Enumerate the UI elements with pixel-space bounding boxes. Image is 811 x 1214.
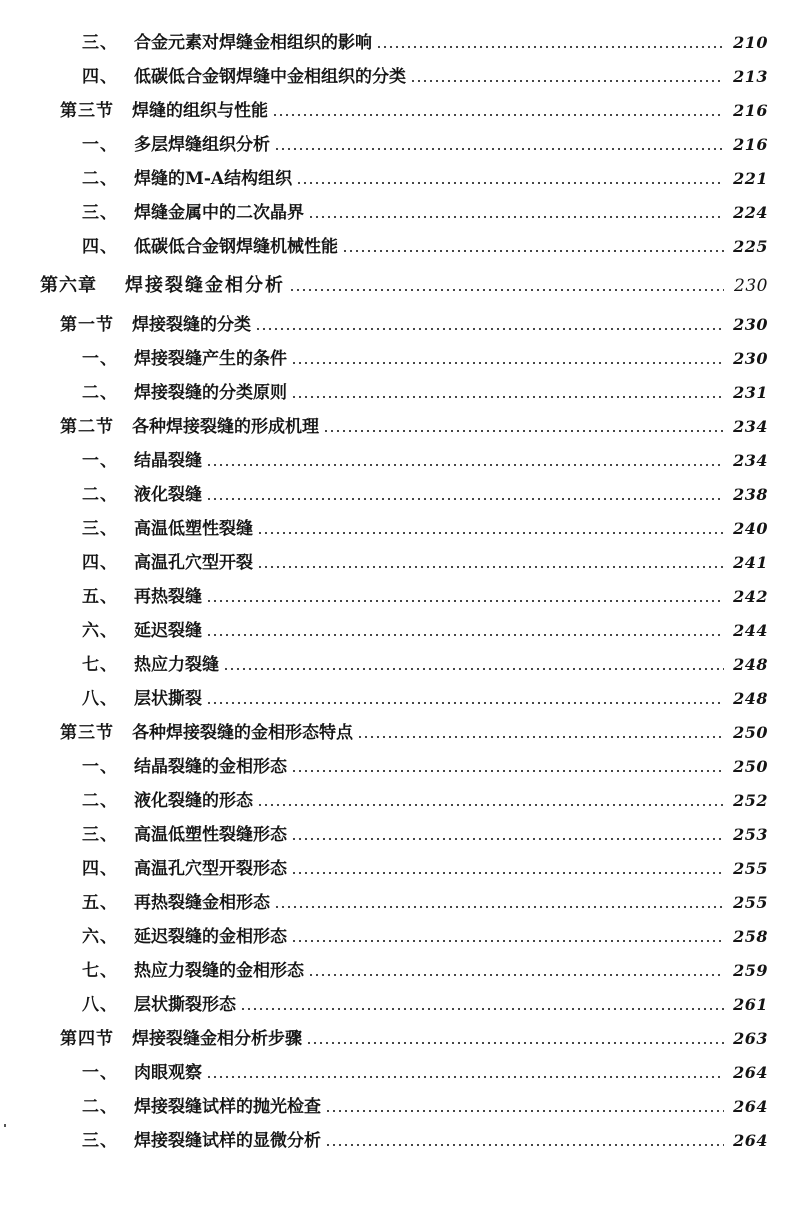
toc-item-row (0, 342, 768, 376)
dot-leader (376, 46, 724, 48)
toc-page-number: 244 (733, 621, 768, 640)
toc-entry-title (82, 1056, 202, 1090)
toc-entry-label: 八、 (82, 995, 118, 1015)
toc-entry-title (82, 954, 304, 988)
toc-item-row (0, 1124, 768, 1158)
toc-entry-title (82, 1090, 321, 1124)
dot-leader (291, 872, 724, 874)
toc-entry-name: 焊缝的M-A结构组织 (134, 169, 293, 189)
dot-leader (306, 1042, 724, 1044)
dot-leader (272, 114, 724, 116)
toc-entry-title (82, 614, 202, 648)
toc-entry-label: 三、 (82, 1131, 118, 1151)
toc-item-row (0, 546, 768, 580)
toc-page-number: 264 (733, 1131, 768, 1150)
toc-entry-name: 液化裂缝的形态 (134, 791, 253, 811)
dot-leader (223, 668, 724, 670)
toc-entry-title (82, 128, 270, 162)
toc-entry-title (82, 852, 287, 886)
toc-entry-name: 焊接裂缝试样的抛光检查 (134, 1097, 321, 1117)
toc-entry-label: 三、 (82, 519, 118, 539)
toc-page-number: 250 (733, 757, 768, 776)
toc-entry-title (82, 580, 202, 614)
toc-entry-name: 层状撕裂形态 (134, 995, 236, 1015)
toc-entry-label: 第一节 (60, 315, 114, 335)
toc-entry-title (82, 648, 219, 682)
dot-leader (291, 940, 724, 942)
toc-entry-title (60, 410, 319, 444)
toc-page-number: 230 (733, 349, 768, 368)
toc-page-number: 216 (733, 135, 768, 154)
toc-entry-name: 低碳低合金钢焊缝中金相组织的分类 (134, 67, 406, 87)
toc-entry-title (82, 478, 202, 512)
dot-leader (323, 430, 724, 432)
toc-entry-label: 八、 (82, 689, 118, 709)
toc-entry-name: 焊接裂缝金相分析步骤 (132, 1029, 302, 1049)
toc-page-number: 216 (733, 101, 768, 120)
toc-entry-label: 四、 (82, 553, 118, 573)
toc-entry-name: 肉眼观察 (134, 1063, 202, 1083)
toc-page-number: 250 (733, 723, 768, 742)
dot-leader (291, 396, 724, 398)
toc-entry-label: 二、 (82, 791, 118, 811)
toc-entry-label: 七、 (82, 961, 118, 981)
toc-entry-name: 再热裂缝金相形态 (134, 893, 270, 913)
dot-leader (296, 182, 724, 184)
toc-entry-title (82, 546, 253, 580)
toc-page-number: 255 (733, 893, 768, 912)
toc-entry-label: 二、 (82, 383, 118, 403)
toc-entry-label: 二、 (82, 1097, 118, 1117)
toc-entry-label: 四、 (82, 67, 118, 87)
toc-item-row (0, 954, 768, 988)
toc-item-row (0, 988, 768, 1022)
toc-page-number: 221 (733, 169, 768, 188)
toc-entry-name: 合金元素对焊缝金相组织的影响 (134, 33, 372, 53)
toc-section-row (0, 1022, 768, 1056)
toc-item-row (0, 886, 768, 920)
toc-entry-name: 热应力裂缝 (134, 655, 219, 675)
toc-entry-label: 一、 (82, 135, 118, 155)
toc-entry-title (82, 230, 338, 264)
toc-entry-label: 第二节 (60, 417, 114, 437)
toc-page-number: 248 (733, 655, 768, 674)
toc-item-row (0, 26, 768, 60)
toc-entry-name: 焊接裂缝试样的显微分析 (134, 1131, 321, 1151)
toc-entry-title (82, 818, 287, 852)
toc-entry-name: 低碳低合金钢焊缝机械性能 (134, 237, 338, 257)
toc-entry-name: 再热裂缝 (134, 587, 202, 607)
toc-page-number: 252 (733, 791, 768, 810)
dot-leader (206, 634, 724, 636)
toc-page-number: 234 (733, 451, 768, 470)
toc-item-row (0, 230, 768, 264)
toc-page-number: 264 (733, 1063, 768, 1082)
toc-item-row (0, 682, 768, 716)
toc-entry-title (82, 162, 292, 196)
toc-entry-name: 结晶裂缝的金相形态 (134, 757, 287, 777)
toc-section-row (0, 410, 768, 444)
dot-leader (206, 464, 724, 466)
toc-entry-name: 焊接裂缝的分类 (132, 315, 251, 335)
toc-entry-title (82, 886, 270, 920)
toc-page-number: 230 (734, 276, 768, 296)
toc-page-number: 263 (733, 1029, 768, 1048)
toc-item-row (0, 920, 768, 954)
toc-entry-label: 一、 (82, 1063, 118, 1083)
toc-entry-name: 多层焊缝组织分析 (134, 135, 270, 155)
dot-leader (325, 1144, 724, 1146)
toc-item-row (0, 60, 768, 94)
toc-page-number: 258 (733, 927, 768, 946)
toc-entry-name: 液化裂缝 (134, 485, 202, 505)
scan-speck (4, 1124, 6, 1127)
toc-entry-name: 焊缝的组织与性能 (132, 101, 268, 121)
dot-leader (308, 974, 724, 976)
toc-item-row (0, 648, 768, 682)
toc-page-number: 230 (733, 315, 768, 334)
dot-leader (257, 532, 724, 534)
dot-leader (257, 804, 724, 806)
toc-entry-title (82, 1124, 321, 1158)
toc-entry-title (82, 750, 287, 784)
toc-section-row (0, 94, 768, 128)
toc-entry-label: 三、 (82, 825, 118, 845)
dot-leader (240, 1008, 724, 1010)
toc-page-number: 242 (733, 587, 768, 606)
toc-entry-label: 第三节 (60, 723, 114, 743)
toc-chapter-row (0, 264, 768, 308)
dot-leader (289, 289, 724, 291)
dot-leader (257, 566, 724, 568)
dot-leader (206, 1076, 724, 1078)
toc-item-row (0, 478, 768, 512)
toc-page-number: 253 (733, 825, 768, 844)
dot-leader (291, 362, 724, 364)
toc-entry-name: 各种焊接裂缝的金相形态特点 (132, 723, 353, 743)
toc-entry-label: 二、 (82, 169, 118, 189)
toc-item-row (0, 614, 768, 648)
toc-entry-label: 三、 (82, 203, 118, 223)
toc-page-number: 231 (733, 383, 768, 402)
toc-page-number: 213 (733, 67, 768, 86)
toc-entry-label: 六、 (82, 927, 118, 947)
toc-page-number: 240 (733, 519, 768, 538)
toc-section-row (0, 308, 768, 342)
toc-entry-name: 高温孔穴型开裂形态 (134, 859, 287, 879)
toc-entry-title (82, 920, 287, 954)
toc-item-row (0, 750, 768, 784)
toc-entry-name: 焊接裂缝产生的条件 (134, 349, 287, 369)
toc-item-row (0, 128, 768, 162)
toc-entry-title (82, 60, 406, 94)
toc-page-number: 264 (733, 1097, 768, 1116)
toc-entry-name: 焊接裂缝的分类原则 (134, 383, 287, 403)
dot-leader (342, 250, 724, 252)
toc-entry-name: 层状撕裂 (134, 689, 202, 709)
toc-entry-title (82, 444, 202, 478)
toc-entry-name: 各种焊接裂缝的形成机理 (132, 417, 319, 437)
toc-page-number: 234 (733, 417, 768, 436)
toc-entry-label: 七、 (82, 655, 118, 675)
toc-entry-name: 延迟裂缝 (134, 621, 202, 641)
dot-leader (255, 328, 724, 330)
dot-leader (274, 906, 724, 908)
toc-entry-title (82, 26, 372, 60)
toc-entry-label: 四、 (82, 859, 118, 879)
toc-entry-label: 二、 (82, 485, 118, 505)
dot-leader (357, 736, 724, 738)
dot-leader (206, 498, 724, 500)
toc-entry-title (82, 196, 304, 230)
toc-entry-title (60, 308, 251, 342)
dot-leader (291, 770, 724, 772)
toc-entry-title (82, 512, 253, 546)
toc-page-number: 259 (733, 961, 768, 980)
toc-entry-name: 高温孔穴型开裂 (134, 553, 253, 573)
dot-leader (206, 600, 724, 602)
toc-page-number: 238 (733, 485, 768, 504)
dot-leader (410, 80, 724, 82)
toc-entry-title (82, 376, 287, 410)
dot-leader (274, 148, 724, 150)
toc-item-row (0, 512, 768, 546)
toc-entry-label: 一、 (82, 451, 118, 471)
toc-page-number: 241 (733, 553, 768, 572)
toc-entry-name: 焊接裂缝金相分析 (125, 275, 285, 296)
dot-leader (206, 702, 724, 704)
toc-page-number: 255 (733, 859, 768, 878)
toc-entry-label: 一、 (82, 757, 118, 777)
toc-entry-name: 延迟裂缝的金相形态 (134, 927, 287, 947)
toc-entry-label: 一、 (82, 349, 118, 369)
toc-item-row (0, 1056, 768, 1090)
toc-item-row (0, 1090, 768, 1124)
toc-item-row (0, 376, 768, 410)
toc-entry-name: 高温低塑性裂缝 (134, 519, 253, 539)
toc-page-number: 248 (733, 689, 768, 708)
toc-entry-title (82, 342, 287, 376)
toc-entry-title (82, 988, 236, 1022)
toc-entry-label: 五、 (82, 587, 118, 607)
toc-entry-title (40, 269, 285, 303)
toc-entry-title (82, 682, 202, 716)
toc-entry-label: 六、 (82, 621, 118, 641)
toc-item-row (0, 196, 768, 230)
toc-entry-label: 三、 (82, 33, 118, 53)
toc-entry-title (60, 1022, 302, 1056)
toc-item-row (0, 162, 768, 196)
toc-page-number: 224 (733, 203, 768, 222)
table-of-contents (0, 26, 811, 1158)
toc-entry-label: 第四节 (60, 1029, 114, 1049)
toc-page-number: 225 (733, 237, 768, 256)
toc-item-row (0, 580, 768, 614)
toc-item-row (0, 852, 768, 886)
toc-entry-label: 五、 (82, 893, 118, 913)
toc-section-row (0, 716, 768, 750)
toc-entry-name: 热应力裂缝的金相形态 (134, 961, 304, 981)
toc-entry-label: 第六章 (40, 275, 97, 296)
toc-item-row (0, 784, 768, 818)
toc-item-row (0, 818, 768, 852)
toc-entry-title (60, 94, 268, 128)
toc-item-row (0, 444, 768, 478)
dot-leader (308, 216, 724, 218)
toc-entry-title (82, 784, 253, 818)
toc-page-number: 261 (733, 995, 768, 1014)
toc-entry-name: 焊缝金属中的二次晶界 (134, 203, 304, 223)
toc-entry-name: 结晶裂缝 (134, 451, 202, 471)
dot-leader (325, 1110, 724, 1112)
toc-entry-name: 高温低塑性裂缝形态 (134, 825, 287, 845)
dot-leader (291, 838, 724, 840)
toc-page-number: 210 (733, 33, 768, 52)
toc-entry-label: 第三节 (60, 101, 114, 121)
toc-entry-label: 四、 (82, 237, 118, 257)
toc-entry-title (60, 716, 353, 750)
